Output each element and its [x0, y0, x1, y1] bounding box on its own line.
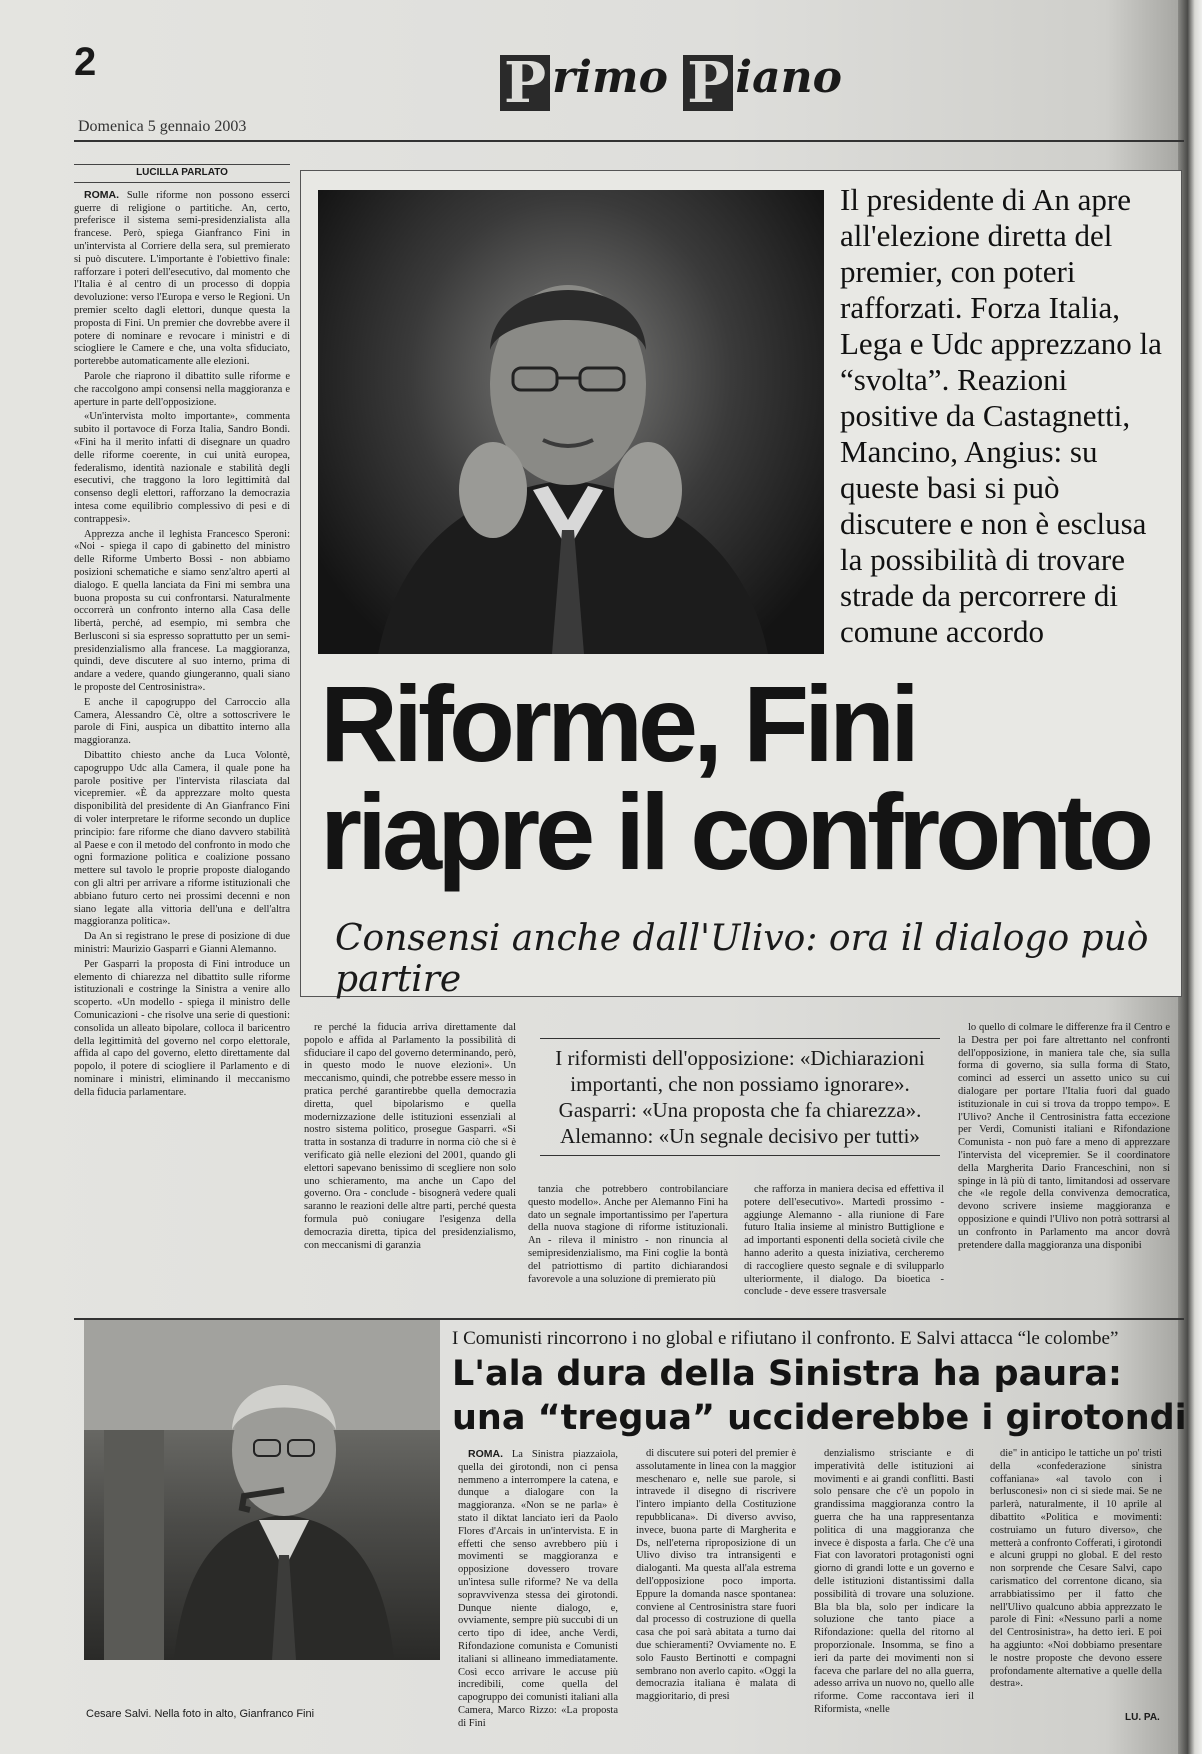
page-number: 2: [74, 40, 97, 84]
byline: LUCILLA PARLATO: [74, 164, 290, 183]
section-word-2: iano: [735, 52, 842, 103]
section-initial-2: P: [683, 55, 733, 111]
header-rule: [74, 140, 1184, 142]
lead-paragraph-4: Apprezza anche il leghista Francesco Speroni: «Noi - spiega il capo di gabinetto del ministro delle Riforme Umberto Bossi - non abbiamo posizioni schematiche e siamo senz'altro aperti al dialogo. E quella lanciata da Fini mi sembra una buona proposta su cui confrontarsi. Naturalmente occorrerà un confronto interno alla Casa delle libertà, perché, ad esempio, mi sembra che Berlusconi si sia espresso soprattutto per un semi-presidenzialismo alla francese. La maggioranza, quindi, deve discutere al suo interno, prima di andare a vedere, quando giungeranno, quali siano le proposte del Centrosinistra».: [74, 528, 290, 694]
headline-line-2: riapre il confronto: [320, 771, 1150, 892]
article-column-4: che rafforza in maniera decisa ed effettiva il potere dell'esecutivo». Martedì prossimo - aggiunge Alemanno - alla riunione di Fare futuro Italia insieme al ministro Buttiglione e ad importanti esponenti della società civile che hanno aderito a questa iniziativa, cercheremo di raccogliere questo segnale e di svilupparlo ulteriormente, il dialogo. Da bioetica - conclude - deve essere trasversale: [744, 1184, 944, 1298]
lead-paragraph-7: Da An si registrano le prese di posizione di due ministri: Maurizio Gasparri e Gianni Alemanno.: [74, 931, 290, 956]
lead-paragraph-8: Per Gasparri la proposta di Fini introduce un elemento di chiarezza nel dibattito sulle riforme istituzionali e costringe la Sinistra a venire allo scoperto. «Un modello - spiega il ministro delle Comunicazioni - che risolve una serie di questioni: consolida un alleato bipolare, colloca il baricentro della legittimità del governo nel corpo elettorale, affida al capo del governo, eletto direttamente dal popolo, il potere di sciogliere il Parlamento e di nominare i ministri, eliminando il meccanismo della fiducia parlamentare.: [74, 958, 290, 1098]
second-column-2: di discutere sui poteri del premier è assolutamente in linea con la maggior meschenaro e, nelle sue parole, si intravede il disegno di riscrivere l'intero impianto della Costituzione repubblicana». Di diverso avviso, invece, buona parte di Margherita e Ds, nell'eterna riproposizione di un Ulivo diviso tra intransigenti e dialoganti. Ma questa all'ala estrema dell'opposizione poco importa. Eppure la domanda nasce spontanea: conviene al Centrosinistra stare fuori dal processo di costruzione di quella casa che poi sarà abitata a turno dai due schieramenti? Ovviamente no. E solo Fausto Bertinotti e compagni sembrano non averlo capito. «Oggi la democrazia italiana è malata di maggioritario, di presi: [636, 1448, 796, 1703]
second-dateline: ROMA.: [468, 1448, 503, 1460]
portrait-illustration: [318, 190, 824, 654]
section-word-1: rimo: [552, 52, 668, 103]
section-title: [500, 50, 842, 116]
lead-paragraph-2: Parole che riaprono il dibattito sulle riforme e che raccolgono ampi consensi nella maggioranza e aperture in parte dell'opposizione.: [74, 370, 290, 408]
lead-paragraph-5: E anche il capogruppo del Carroccio alla Camera, Alessandro Cè, oltre a sottoscrivere le parole di Fini, auspica un dibattito interno alla maggioranza.: [74, 696, 290, 747]
headline-deck: Consensi anche dall'Ulivo: ora il dialogo può partire: [335, 918, 1149, 1000]
section-initial-1: P: [500, 55, 550, 111]
salvi-illustration: [84, 1320, 440, 1660]
main-headline: [320, 663, 1180, 892]
dateline: ROMA.: [84, 188, 119, 201]
author-signature: LU. PA.: [1125, 1712, 1160, 1723]
lead-paragraph-1: ROMA. Sulle riforme non possono esserci guerre di religione o partitiche. An, certo, preferisce il sistema semi-presidenzialista alla francese. Però, spiega Gianfranco Fini in un'intervista al Corriere della sera, sul premierato si può discutere. L'importante è l'obiettivo finale: rafforzare i poteri dell'esecutivo, dal momento che l'Italia è al centro di un processo di doppia devoluzione: verso l'Europa e verso le Regioni. Un premier scelto dagli elettori, dunque questa la proposta di Fini. Un premier che dovrebbe avere il potere di nominare e revocare i ministri e di sciogliere le Camere e che, una volta sfiduciato, porterebbe automaticamente alle elezioni.: [74, 188, 291, 368]
fini-photo: [318, 190, 824, 654]
second-column-1: ROMA. La Sinistra piazzaiola, quella dei girotondi, non ci pensa nemmeno a interrompere la catena, e dunque a dialogare con la maggioranza. «Non se ne parla» è stato il diktat lanciato ieri da Paolo Flores d'Arcais in un'intervista. E in effetti che senso avrebbero più i movimenti se maggioranza e opposizione dovessero trovare un'intesa sulle riforme? Ne va della sopravvivenza stessa dei girotondi. Dunque niente dialogo, e, ovviamente, sempre più succubi di un certo tipo di idee, anche Verdi, Rifondazione comunista e Comunisti italiani si allineano immediatamente. Così ecco arrivare le accuse più incredibili, come quella del capogruppo dei comunisti italiani alla Camera, Marco Rizzo: «La proposta di Fini: [458, 1448, 618, 1729]
pull-quote: I riformisti dell'opposizione: «Dichiarazioni importanti, che non possiamo ignorare». Gasparri: «Una proposta che fa chiarezza». Alemanno: «Un segnale decisivo per tutti»: [540, 1038, 940, 1156]
second-column-4: die" in anticipo le tattiche un po' tristi della «confederazione sinistra coffaniana» «al tavolo con i berlusconesi» non ci si siede mai. Se ne parlerà, naturalmente, il 10 aprile al dibattito «Politica e movimenti: costruiamo un futuro diverso», che metterà a confronto Cofferati, i girotondi e alcuni gruppi no global. E del resto non sorprende che Cesare Salvi, capo carismatico del correntone dicano, sia arrabbiatissimo per il fatto che nell'Ulivo qualcuno abbia apprezzato le parole di Fini: «Nessuno parli a nome del Centrosinistra», ha detto ieri. E poi ha aggiunto: «Noi dobbiamo presentare le nostre proposte che devono essere profondamente alternative a quelle della destra».: [990, 1448, 1162, 1690]
article-column-3: tanzia che potrebbero controbilanciare questo modello». Anche per Alemanno Fini ha dato un segnale importantissimo per l'apertura della nuova stagione di riforme istituzionali. An - rileva il ministro - non rinuncia al semipresidenzialismo, ma Fini coglie la bontà del patriottismo di partito dichiarandosi favorevole a una soluzione di premierato più: [528, 1184, 728, 1285]
second-headline-line-2: una “tregua” ucciderebbe i girotondi: [452, 1398, 1187, 1438]
headline-line-1: Riforme, Fini: [320, 663, 916, 784]
article-column-2: re perché la fiducia arriva direttamente dal popolo e affida al Parlamento la possibilità di sfiduciare il capo del governo determinando, però, in questo modo le nuove elezioni». Un meccanismo, quindi, che potrebbe essere messo in pratica perché garantirebbe quella democrazia diretta, quel bipolarismo e quella modernizzazione delle istituzioni essenziali al nostro sistema politico, prosegue Gasparri. «Si tratta in sostanza di tradurre in norma ciò che si è verificato già nelle elezioni del 2001, quando gli elettori sapevano benissimo di scegliere non solo uno schieramento, ma anche un Capo del governo. Ora - conclude - bisognerà vedere quali saranno le reazioni delle altre parti, perché questa formula può coniugare l'esigenza della democrazia diretta, tipica del presidenzialismo, con meccanismi di garanzia: [304, 1022, 516, 1251]
salvi-photo: [84, 1320, 440, 1660]
kicker-text: Il presidente di An apre all'elezione diretta del premier, con poteri rafforzati. Forza Italia, Lega e Udc apprezzano la “svolta”. Reazioni positive da Castagnetti, Mancino, Angius: su queste basi si può discutere e non è esclusa la possibilità di trovare strade da percorrere di comune accordo: [840, 182, 1162, 649]
second-headline: [452, 1352, 1192, 1440]
second-column-3: denzialismo strisciante e di imperatività delle istituzioni ai movimenti e ai grandi conflitti. Basti solo pensare che c'è un popolo in grandissima maggioranza contro la guerra che ha una rappresentanza politica di una maggioranza che invece è disposta a farla. Che c'è una Fiat con lavoratori protagonisti ogni giorno di grandi lotte e un governo e delle istituzioni distantissimi dalla possibilità di trovare una soluzione. Bla bla bla, solo per indicare la soluzione che tanto piace a Rifondazione: quella del ritorno al proporzionale. Insomma, se fino a ieri da parte dei movimenti non si faceva che parlare del no alla guerra, adesso arriva un nuovo no, quello alle riforme. Come raccontava ieri il Riformista, «nelle: [814, 1448, 974, 1715]
lead-paragraph-3: «Un'intervista molto importante», commenta subito il portavoce di Forza Italia, Sandro Bondi. «Fini ha il merito infatti di disegnare un quadro delle riforme coerente, in cui unità europea, federalismo, identità nazionale e stabilità degli esecutivi, che traggono la loro legittimità dal consenso degli elettori, rafforzano la democrazia intesa come equilibrio complessivo di pesi e di contrappesi».: [74, 411, 290, 525]
lead-article-column: [74, 164, 290, 1344]
second-overline: I Comunisti rincorrono i no global e rifiutano il confronto. E Salvi attacca “le colombe”: [452, 1328, 1119, 1349]
photo-caption: Cesare Salvi. Nella foto in alto, Gianfranco Fini: [86, 1708, 315, 1720]
lead-paragraph-6: Dibattito chiesto anche da Luca Volontè, capogruppo Udc alla Camera, il quale pone ha parole positive per l'intervista rilasciata dal vicepremier. «È da apprezzare molto questa disponibilità del presidente di An Gianfranco Fini di voler interpretare le riforme secondo un duplice principio: fare riforme che diano davvero stabilità al Paese e con il metodo del confronto in modo che ogni formazione politica e coalizione possano mettere sul tavolo le proprie proposte dialogando con gli altri per arrivare a riforme istituzionali che abbiano futuro certo nei prossimi decenni e non siano legate alla vittoria dell'una e dell'altra maggioranza politica».: [74, 750, 290, 928]
second-headline-line-1: L'ala dura della Sinistra ha paura:: [452, 1354, 1122, 1394]
issue-date: Domenica 5 gennaio 2003: [78, 118, 247, 135]
article-column-5: lo quello di colmare le differenze fra il Centro e la Destra per poi fare altrettanto nel confronti dell'opposizione, in maniera tale che, sia sulla forma di governo, sia sulla forma di Stato, cominci ad esserci un assetto unico su cui dialogare per portare l'Italia fuori dal guado istituzionale in cui si trova da troppo tempo». E l'Ulivo? Anche il Centrosinistra fatta eccezione per Verdi, Comunisti italiani e Rifondazione Comunista - non può fare a meno di apprezzare l'intervista del vicepremier. Se il coordinatore della Margherita Dario Franceschini, non si spinge in là più di tanto, limitandosi ad osservare che «le regole della convivenza democratica, devono scrivere insieme maggioranza e opposizione e quindi l'Ulivo non potrà sottrarsi al un confronto in Parlamento ma ancor dovrà pretendere dalla maggioranza una disponibi: [958, 1022, 1170, 1251]
